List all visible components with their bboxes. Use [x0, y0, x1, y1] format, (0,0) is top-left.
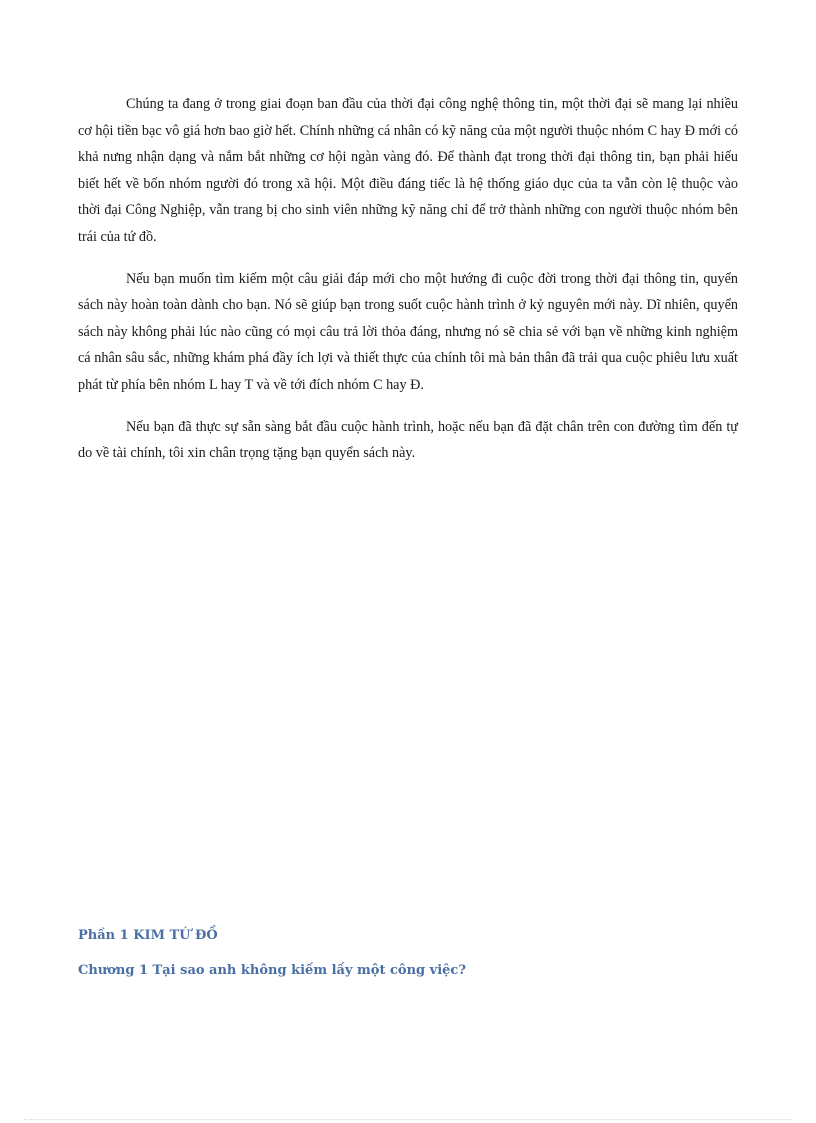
chapter-heading: Chương 1 Tại sao anh không kiếm lấy một công việc?: [78, 963, 466, 978]
paragraph-2: Nếu bạn muốn tìm kiếm một câu giải đáp mới cho một hướng đi cuộc đời trong thời đại thông tin, quyển sách này hoàn toàn dành cho bạn. Nó sẽ giúp bạn trong suốt cuộc hành trình ở kỷ nguyên mới này. Dĩ nhiên, quyển sách này không phải lúc nào cũng có mọi câu trả lời thỏa đáng, nhưng nó sẽ chia sẻ với bạn về những kinh nghiệm cá nhân sâu sắc, những khám phá đầy ích lợi và thiết thực của chính tôi mà bản thân đã trải qua cuộc phiêu lưu xuất phát từ phía bên nhóm L hay T và về tới đích nhóm C hay Đ.: [78, 270, 738, 393]
paragraph-1: Chúng ta đang ở trong giai đoạn ban đầu của thời đại công nghệ thông tin, một thời đại sẽ mang lại nhiều cơ hội tiền bạc vô giá hơn bao giờ hết. Chính những cá nhân có kỹ năng của một người thuộc nhóm C hay Đ mới có khả nưng nhận dạng và nắm bắt những cơ hội ngàn vàng đó. Để thành đạt trong thời đại thông tin, bạn phải hiểu biết hết về bốn nhóm người đó trong xã hội. Một điều đáng tiếc là hệ thống giáo dục của ta vẫn còn lệ thuộc vào thời đại Công Nghiệp, vẫn trang bị cho sinh viên những kỹ năng chỉ để trở thành những con người thuộc nhóm bên trái của tứ đồ.: [78, 96, 738, 245]
document-body: [78, 91, 738, 482]
part-heading: Phần 1 KIM TỨ ĐỒ: [78, 928, 218, 943]
page-boundary-divider: [24, 1119, 792, 1120]
paragraph-3: Nếu bạn đã thực sự sẵn sàng bắt đầu cuộc hành trình, hoặc nếu bạn đã đặt chân trên con đường tìm đến tự do về tài chính, tôi xin chân trọng tặng bạn quyển sách này.: [78, 418, 738, 462]
section-headings: [78, 926, 738, 981]
